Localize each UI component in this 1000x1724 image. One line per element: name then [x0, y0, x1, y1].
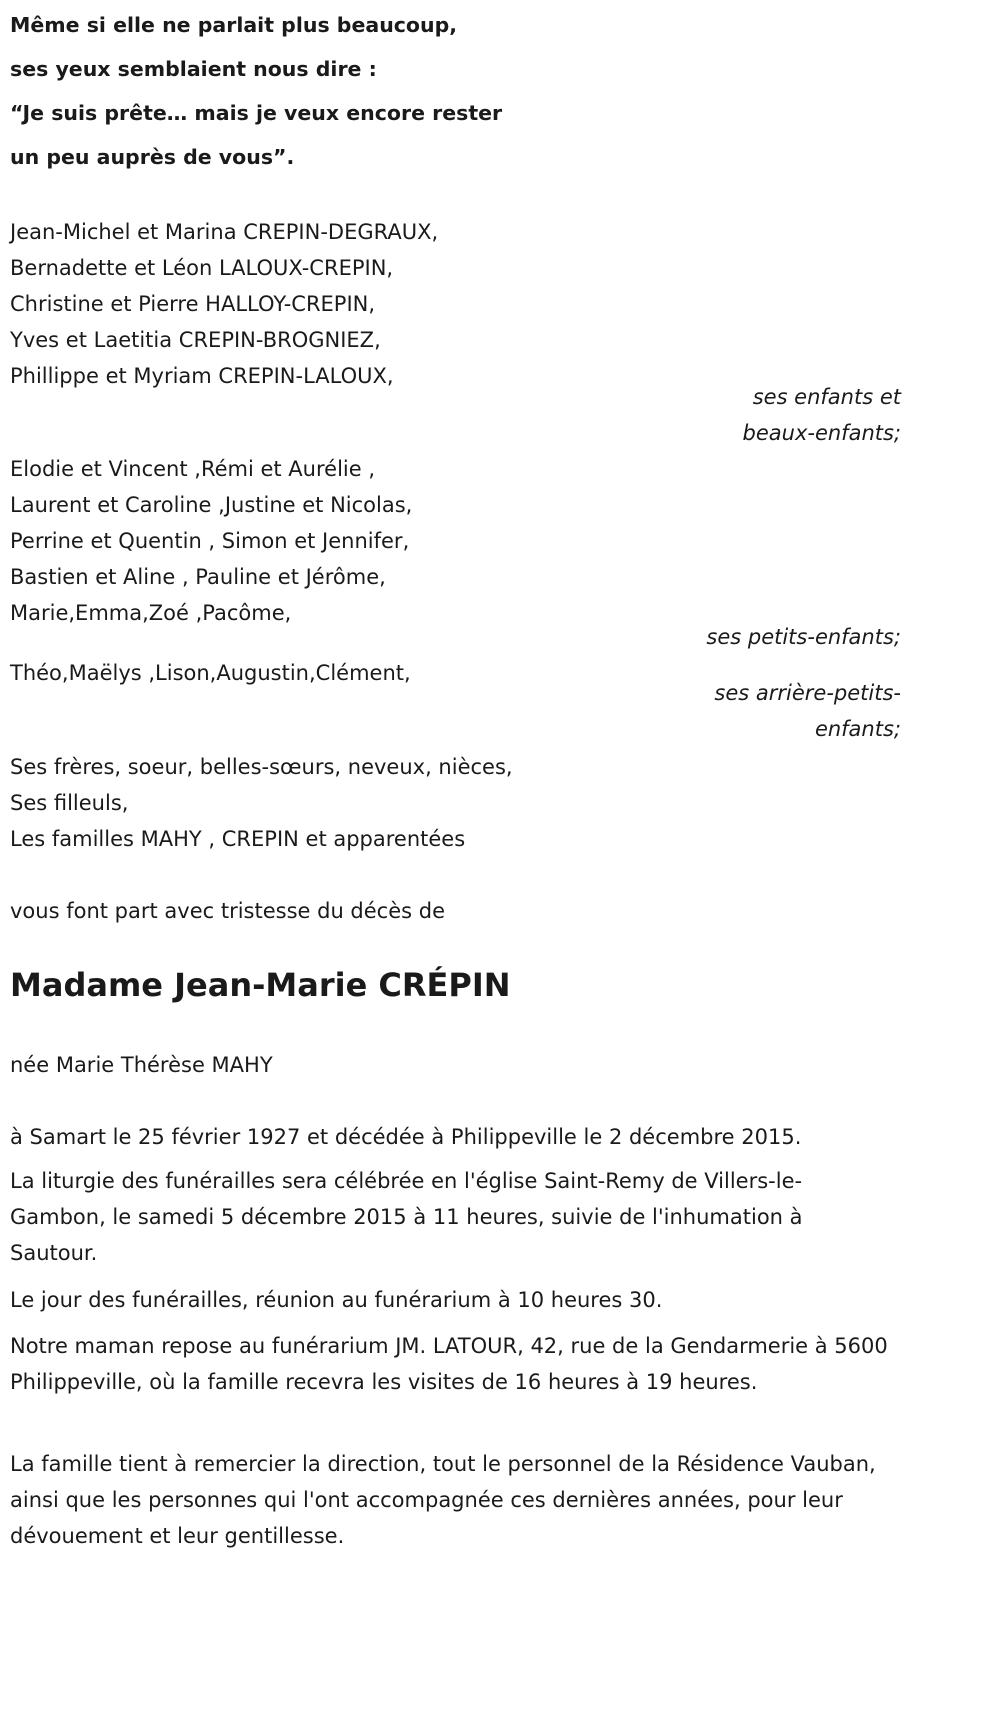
opening-quote — [10, 3, 502, 179]
announcement: vous font part avec tristesse du décès de — [10, 899, 446, 923]
relation-line: enfants; — [814, 717, 901, 741]
great-grandchildren-relation — [714, 675, 901, 747]
relation-line: ses enfants et — [752, 385, 901, 409]
family-line: Phillippe et Myriam CREPIN-LALOUX, — [10, 364, 394, 388]
quote-line: ses yeux semblaient nous dire : — [10, 57, 377, 81]
family-line: Laurent et Caroline ,Justine et Nicolas, — [10, 493, 413, 517]
family-line: Théo,Maëlys ,Lison,Augustin,Clément, — [10, 661, 411, 685]
family-line: Marie,Emma,Zoé ,Pacôme, — [10, 601, 292, 625]
family-line: Jean-Michel et Marina CREPIN-DEGRAUX, — [10, 220, 439, 244]
relation-line: ses arrière-petits- — [714, 681, 901, 705]
visitation-paragraph: Notre maman repose au funérarium JM. LATOUR, 42, rue de la Gendarmerie à 5600 Philippeville, où la famille recevra les visites de 16 heures à 19 heures. — [10, 1334, 888, 1394]
grandchildren-list — [10, 451, 412, 631]
relation-line: ses petits-enfants; — [706, 625, 901, 649]
family-line: Les familles MAHY , CREPIN et apparentées — [10, 827, 466, 851]
quote-line: un peu auprès de vous”. — [10, 145, 295, 169]
family-line: Bernadette et Léon LALOUX-CREPIN, — [10, 256, 394, 280]
grandchildren-relation — [706, 619, 901, 655]
other-relatives — [10, 749, 513, 857]
family-line: Ses frères, soeur, belles-sœurs, neveux, nièces, — [10, 755, 513, 779]
children-relation — [743, 379, 901, 451]
family-line: Bastien et Aline , Pauline et Jérôme, — [10, 565, 386, 589]
family-line: Perrine et Quentin , Simon et Jennifer, — [10, 529, 410, 553]
family-line: Ses filleuls, — [10, 791, 129, 815]
family-line: Yves et Laetitia CREPIN-BROGNIEZ, — [10, 328, 381, 352]
family-line: Christine et Pierre HALLOY-CREPIN, — [10, 292, 376, 316]
thanks-paragraph: La famille tient à remercier la direction, tout le personnel de la Résidence Vauban, ainsi que les personnes qui l'ont accompagnée ces dernières années, pour leur dévouement et leur gentillesse. — [10, 1452, 876, 1548]
deceased-name: Madame Jean-Marie CRÉPIN — [10, 966, 511, 1004]
birth-death-paragraph: à Samart le 25 février 1927 et décédée à Philippeville le 2 décembre 2015. — [10, 1125, 802, 1149]
children-list — [10, 214, 438, 394]
gathering-paragraph: Le jour des funérailles, réunion au funérarium à 10 heures 30. — [10, 1288, 663, 1312]
relation-line: beaux-enfants; — [742, 421, 901, 445]
funeral-paragraph: La liturgie des funérailles sera célébrée en l'église Saint-Remy de Villers-le-Gambon, le samedi 5 décembre 2015 à 11 heures, suivie de l'inhumation à Sautour. — [10, 1169, 803, 1265]
maiden-name: née Marie Thérèse MAHY — [10, 1053, 273, 1077]
quote-line: “Je suis prête… mais je veux encore rester — [10, 101, 503, 125]
quote-line: Même si elle ne parlait plus beaucoup, — [10, 13, 458, 37]
family-line: Elodie et Vincent ,Rémi et Aurélie , — [10, 457, 376, 481]
great-grandchildren-list — [10, 655, 411, 691]
